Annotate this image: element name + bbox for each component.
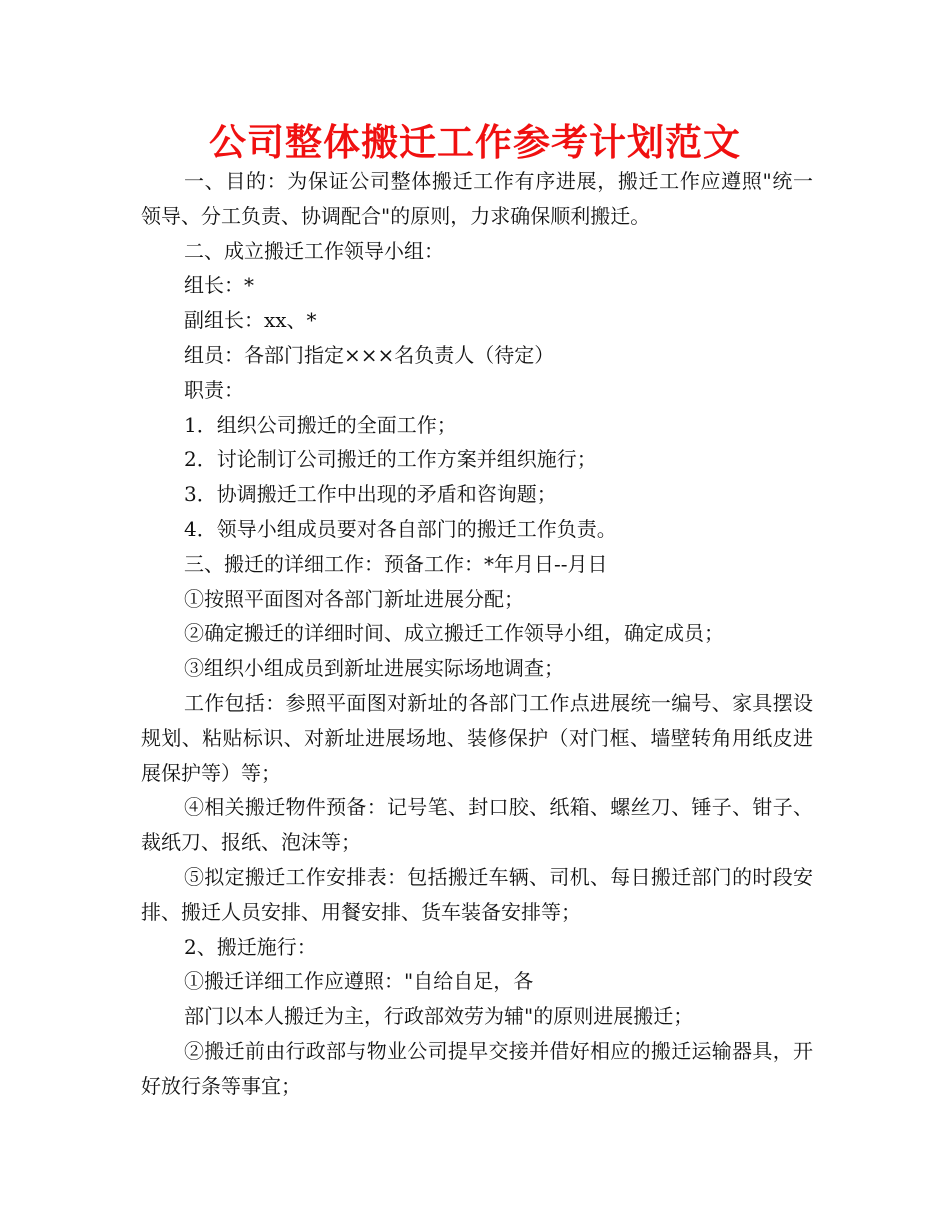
paragraph-impl-1b: 部门以本人搬迁为主，行政部效劳为辅"的原则进展搬迁；	[184, 1004, 694, 1029]
paragraph-prep-2: ②确定搬迁的详细时间、成立搬迁工作领导小组，确定成员；	[184, 621, 724, 646]
paragraph-members: 组员：各部门指定×××名负责人（待定）	[184, 342, 555, 367]
paragraph-leader: 组长：*	[184, 273, 254, 298]
paragraph-work-scope: 工作包括：参照平面图对新址的各部门工作点进展统一编号、家具摆设规划、粘贴标识、对新址进展场地、装修保护（对门框、墙壁转角用纸皮进展保护等）等；	[141, 690, 813, 785]
paragraph-impl-1a: ①搬迁详细工作应遵照："自给自足，各	[184, 969, 534, 994]
paragraph-duty-1: 1．组织公司搬迁的全面工作；	[184, 412, 457, 437]
document-title: 公司整体搬迁工作参考计划范文	[209, 121, 741, 164]
paragraph-duties-heading: 职责：	[184, 377, 244, 402]
paragraph-duty-2: 2．讨论制订公司搬迁的工作方案并组织施行；	[184, 447, 597, 472]
paragraph-implementation-heading: 2、搬迁施行：	[184, 934, 317, 959]
document-body	[141, 164, 813, 1104]
paragraph-duty-3: 3．协调搬迁工作中出现的矛盾和咨询题；	[184, 482, 557, 507]
paragraph-prep-5: ⑤拟定搬迁工作安排表：包括搬迁车辆、司机、每日搬迁部门的时段安排、搬迁人员安排、用餐安排、货车装备安排等；	[141, 864, 813, 924]
paragraph-impl-2: ②搬迁前由行政部与物业公司提早交接并借好相应的搬迁运输器具，开好放行条等事宜；	[141, 1038, 813, 1098]
paragraph-section-3-heading: 三、搬迁的详细工作：预备工作：*年月日--月日	[184, 551, 608, 576]
paragraph-prep-4: ④相关搬迁物件预备：记号笔、封口胶、纸箱、螺丝刀、锤子、钳子、裁纸刀、报纸、泡沫等；	[141, 795, 813, 855]
paragraph-section-2-heading: 二、成立搬迁工作领导小组：	[184, 238, 444, 263]
paragraph-deputy-leader: 副组长：xx、*	[184, 308, 317, 333]
paragraph-prep-1: ①按照平面图对各部门新址进展分配；	[184, 586, 524, 611]
paragraph-prep-3: ③组织小组成员到新址进展实际场地调查；	[184, 656, 564, 681]
paragraph-purpose: 一、目的：为保证公司整体搬迁工作有序进展，搬迁工作应遵照"统一领导、分工负责、协调配合"的原则，力求确保顺利搬迁。	[141, 169, 813, 228]
paragraph-duty-4: 4．领导小组成员要对各自部门的搬迁工作负责。	[184, 516, 617, 541]
